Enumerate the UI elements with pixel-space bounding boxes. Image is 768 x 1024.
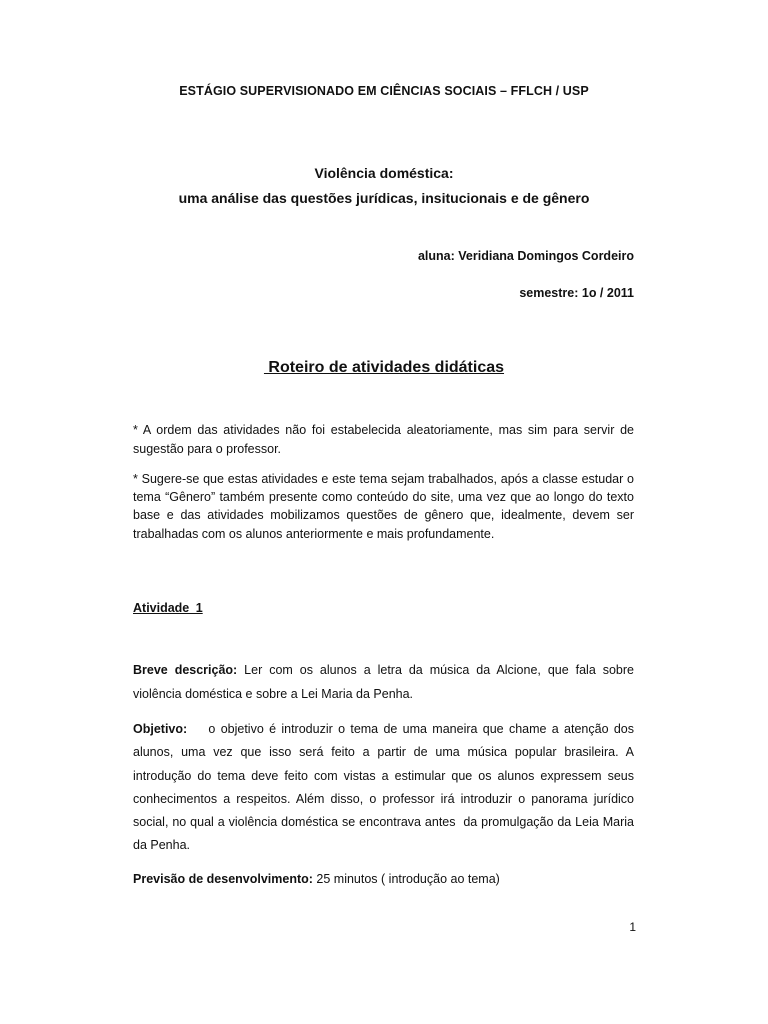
document-title-line-1: Violência doméstica: (314, 165, 454, 181)
student-name: aluna: Veridiana Domingos Cordeiro (417, 249, 634, 263)
activity-description (133, 659, 638, 706)
description-text: Ler com os alunos a letra da música da Alcione, que fala sobre violência doméstica e sobre a Lei Maria da Penha. (133, 663, 638, 701)
document-title-line-2: uma análise das questões jurídicas, insitucionais e de gênero (178, 190, 590, 206)
objective-label: Objetivo: (133, 722, 188, 736)
semester: semestre: 1o / 2011 (519, 286, 634, 300)
section-title: Roteiro de atividades didáticas (263, 359, 505, 376)
note-paragraph-1: * A ordem das atividades não foi estabelecida aleatoriamente, mas sim para servir de sugestão para o professor. (133, 423, 634, 456)
objective-text: o objetivo é introduzir o tema de uma maneira que chame a atenção dos alunos, uma vez que isso será feito a partir de uma música popular brasileira. A introdução do tema deve feito com vistas a estimular que os alunos expressem seus conhecimentos a respeitos. Além disso, o professor irá introduzir o panorama jurídico social, no qual a violência doméstica se encontrava antes da promulgação da Leia Maria da Penha. (133, 722, 638, 853)
activity-objective (133, 718, 638, 858)
page-number: 1 (629, 920, 636, 934)
activity-forecast (133, 869, 634, 889)
activity-title: Atividade 1 (133, 601, 203, 615)
forecast-text: 25 minutos ( introdução ao tema) (312, 872, 500, 886)
forecast-label: Previsão de desenvolvimento: (133, 872, 313, 886)
description-label: Breve descrição: (133, 663, 238, 677)
note-paragraph-2: * Sugere-se que estas atividades e este tema sejam trabalhados, após a classe estudar o tema “Gênero” também presente como conteúdo do site, uma vez que ao longo do texto base e das atividades mobilizamos questões de gênero que, idealmente, devem ser trabalhadas com os alunos anteriormente e mais profundamente. (133, 472, 634, 541)
institution-header: ESTÁGIO SUPERVISIONADO EM CIÊNCIAS SOCIAIS – FFLCH / USP (179, 84, 589, 98)
